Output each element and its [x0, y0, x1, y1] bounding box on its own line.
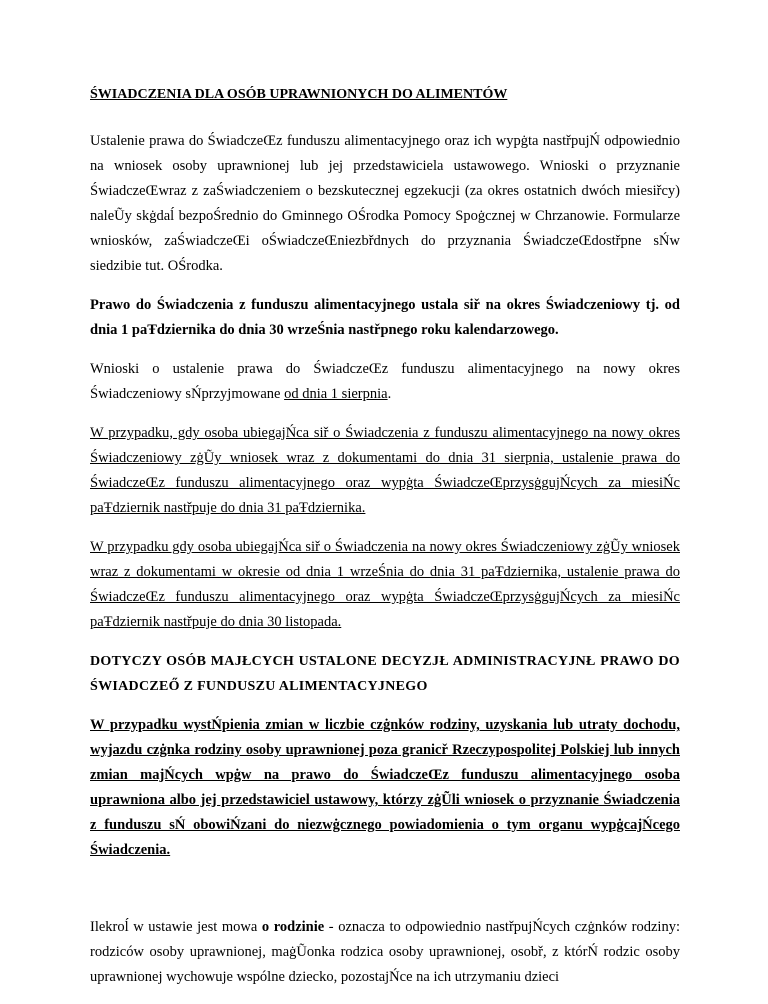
document-page	[90, 82, 680, 1004]
paragraph-family-definition	[90, 915, 680, 990]
paragraph-application-rules: Ustalenie prawa do ŚwiadczeŒz funduszu alimentacyjnego oraz ich wypġta nastřpujŃ odpowiednio na wniosek osoby uprawnionej lub jej przedstawiciela ustawowego. Wnioski o przyznanie ŚwiadczeŒwraz z zaŚwiadczeniem o bezskutecznej egzekucji (za okres ostatnich dwóch miesiřcy) naleŨy skġdaĺ bezpoŚrednio do Gminnego OŚrodka Pomocy Spoġcznej w Chrzanowie. Formularze wniosków, zaŚwiadczeŒi oŚwiadczeŒniezbřdnych do przyznania ŚwiadczeŒdostřpne sŃw siedzibie tut. OŚrodka.	[90, 133, 680, 274]
paragraph-end: .	[387, 386, 392, 402]
document-heading: ŚWIADCZENIA DLA OSÓB UPRAWNIONYCH DO ALIMENTÓW	[90, 87, 508, 102]
paragraph-text: Ilekroĺ w ustawie jest mowa	[90, 919, 262, 935]
paragraph-october-deadline: W przypadku gdy osoba ubiegajŃca siř o Świadczenia na nowy okres Świadczeniowy zġŨy wniosek wraz z dokumentami w okresie od dnia 1 wrzeŚnia do dnia 31 paŦdziernika, ustalenie prawa do ŚwiadczeŒz funduszu alimentacyjnego oraz wypġta ŚwiadczeŒprzysġgujŃcych za miesiŃc paŦdziernik nastřpuje do dnia 30 listopada.	[90, 539, 680, 630]
paragraph-benefit-period: Prawo do Świadczenia z funduszu alimentacyjnego ustala siř na okres Świadczeniowy tj. od dnia 1 paŦdziernika do dnia 30 wrzeŚnia nastřpnego roku kalendarzowego.	[90, 297, 680, 338]
paragraph-change-notification: W przypadku wystŃpienia zmian w liczbie czġnków rodziny, uzyskania lub utraty dochodu, wyjazdu czġnka rodziny osoby uprawnionej poza granicř Rzeczypospolitej Polskiej lub innych zmian majŃcych wpġw na prawo do ŚwiadczeŒz funduszu alimentacyjnego osoba uprawniona albo jej przedstawiciel ustawowy, którzy zġŨli wniosek o przyznanie Świadczenia z funduszu sŃ obowiŃzani do niezwġcznego powiadomienia o tym organu wypġcajŃcego Świadczenia.	[90, 717, 680, 858]
section-heading-decisions: DOTYCZY OSÓB MAJŁCYCH USTALONE DECYZJŁ ADMINISTRACYJNŁ PRAWO DO ŚWIADCZEŐ Z FUNDUSZU ALIMENTACYJNEGO	[90, 654, 680, 694]
term-family: o rodzinie	[261, 919, 325, 935]
application-start-date: od dnia 1 sierpnia	[284, 386, 388, 402]
paragraph-august-deadline: W przypadku, gdy osoba ubiegajŃca siř o Świadczenia z funduszu alimentacyjnego na nowy okres Świadczeniowy zġŨy wniosek wraz z dokumentami do dnia 31 sierpnia, ustalenie prawa do ŚwiadczeŒz funduszu alimentacyjnego oraz wypġta ŚwiadczeŒprzysġgujŃcych za miesiŃc paŦdziernik nastřpuje do dnia 31 paŦdziernika.	[90, 425, 680, 516]
paragraph-text: Wnioski o ustalenie prawa do ŚwiadczeŒz funduszu alimentacyjnego na nowy okres Świadczeniowy sŃprzyjmowane	[90, 361, 680, 402]
spacer	[90, 877, 680, 915]
paragraph-text: - oznacza to odpowiednio nastřpujŃcych czġnków rodziny: rodziców osoby uprawnionej, maġŨonka rodzica osoby uprawnionej, osobř, z którŃ rodzic osoby uprawnionej wychowuje wspólne dziecko, pozostajŃce na ich utrzymaniu dzieci	[90, 919, 680, 985]
paragraph-application-date	[90, 357, 680, 407]
